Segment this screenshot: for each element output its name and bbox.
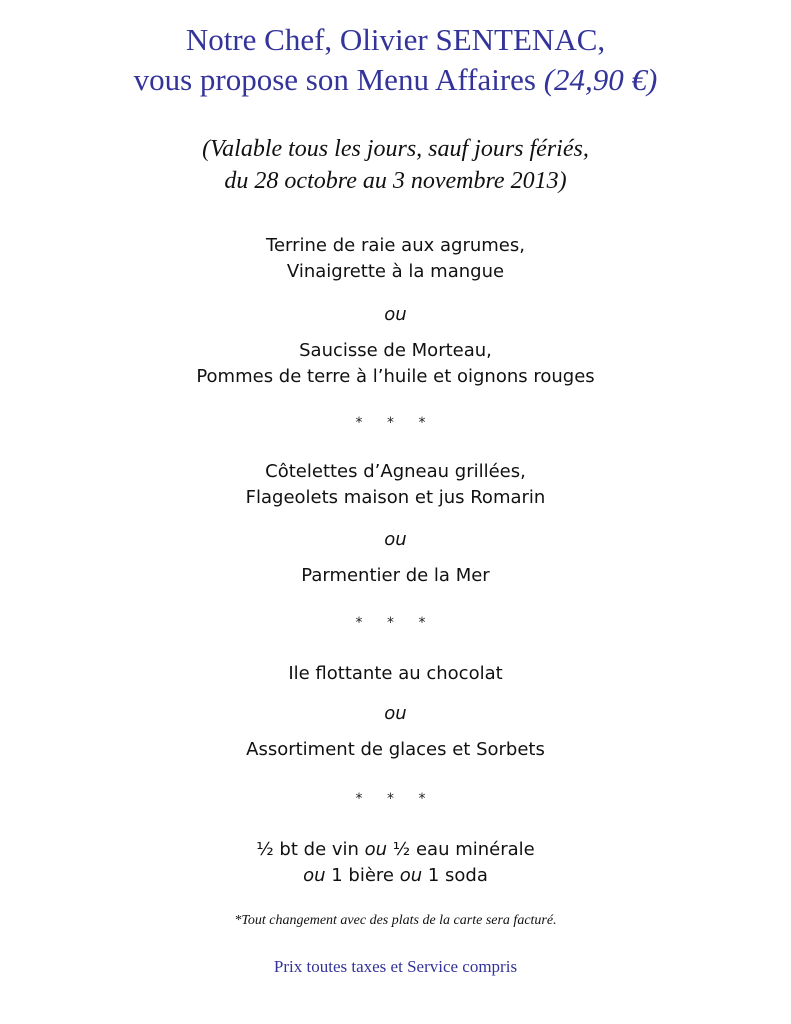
dessert-option-2 [0,737,791,763]
or-separator: ou [384,304,407,325]
drinks-line-1 [0,837,791,863]
dish-line: Terrine de raie aux agrumes, [266,235,525,256]
drink-text: ½ eau minérale [387,839,535,860]
menu-title [0,60,791,100]
or-word: ou [303,865,326,886]
dish-line: Parmentier de la Mer [301,565,490,586]
dish-line: Ile flottante au chocolat [288,663,503,684]
dish-line: Vinaigrette à la mangue [286,261,505,282]
validity-line-1: (Valable tous les jours, sauf jours fériés, [202,136,589,162]
chef-title: Notre Chef, Olivier SENTENAC, [185,22,606,57]
drink-text: 1 bière [325,865,400,886]
dish-line: Pommes de terre à l’huile et oignons rouges [196,366,595,387]
drink-text: ½ bt de vin [256,839,365,860]
main-option-2 [0,563,791,589]
dessert-option-1 [0,661,791,687]
dish-line: Saucisse de Morteau, [299,340,492,361]
starter-option-2 [0,338,791,390]
course-divider-stars: * * * [355,615,436,631]
or-word: ou [399,865,423,886]
change-fee-note: *Tout changement avec des plats de la carte sera facturé. [234,913,557,928]
or-word: ou [364,839,388,860]
price-footer: Prix toutes taxes et Service compris [273,957,518,976]
dish-line: Flageolets maison et jus Romarin [245,487,546,508]
starter-option-1 [0,233,791,285]
drink-text: 1 soda [422,865,488,886]
or-separator: ou [384,529,407,550]
menu-title-text: vous propose son Menu Affaires [133,62,544,97]
validity-period [0,133,791,197]
main-option-1 [0,459,791,511]
course-divider-stars: * * * [355,415,436,431]
drinks-option [0,837,791,889]
course-divider-stars: * * * [355,791,436,807]
drinks-line-2 [0,863,791,889]
menu-header [0,20,791,100]
or-separator: ou [384,703,407,724]
dish-line: Côtelettes d’Agneau grillées, [265,461,526,482]
validity-line-2: du 28 octobre au 3 novembre 2013) [224,168,567,194]
menu-price: (24,90 €) [543,62,658,97]
dish-line: Assortiment de glaces et Sorbets [246,739,545,760]
